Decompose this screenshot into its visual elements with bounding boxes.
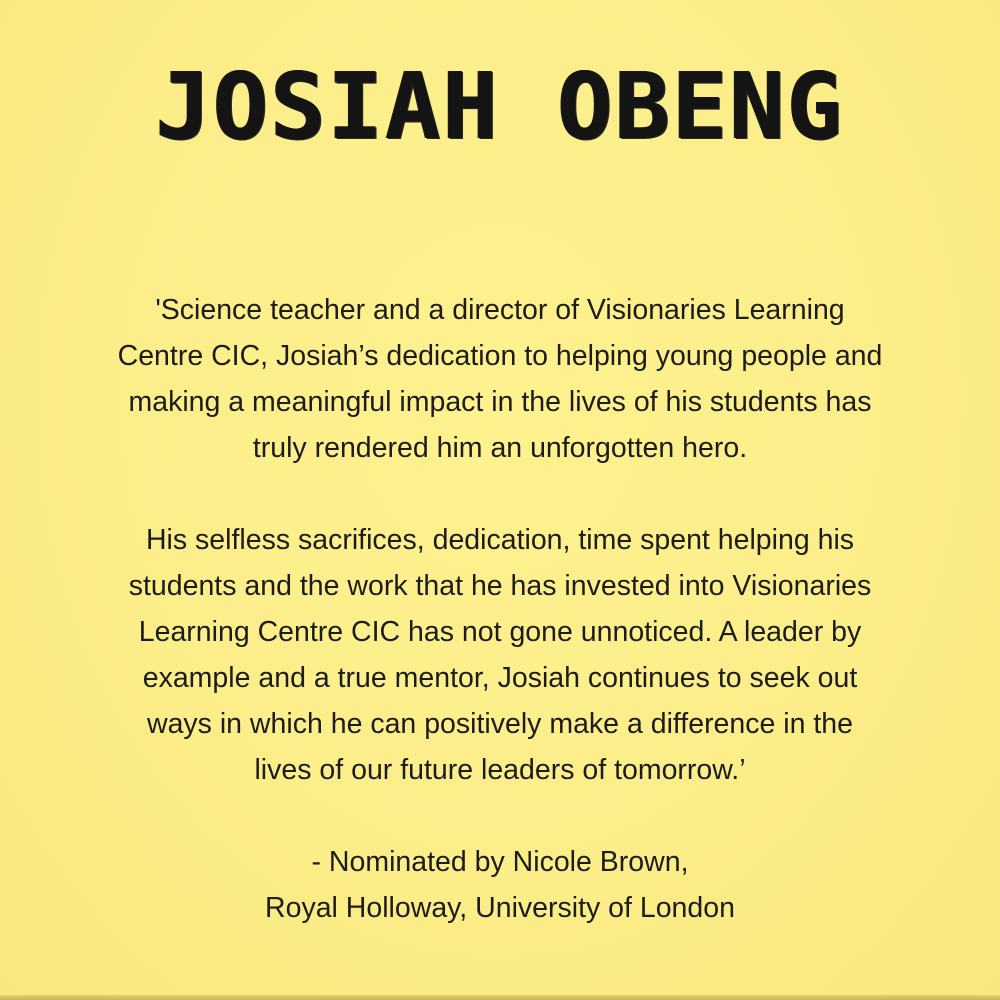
quote-paragraph-1 <box>40 287 960 471</box>
affiliation-line: Royal Holloway, University of London <box>265 892 735 924</box>
bottom-border <box>0 995 1000 1000</box>
quote-line: ways in which he can positively make a difference in the <box>146 708 853 740</box>
nominator-line: - Nominated by Nicole Brown, <box>311 846 689 878</box>
quote-line: 'Science teacher and a director of Visionaries Learning <box>155 294 845 326</box>
nomination-text <box>40 287 960 931</box>
quote-line: students and the work that he has invested into Visionaries <box>128 570 872 602</box>
quote-line: example and a true mentor, Josiah continues to seek out <box>142 662 858 694</box>
quote-line: truly rendered him an unforgotten hero. <box>252 432 748 464</box>
quote-line: lives of our future leaders of tomorrow.’ <box>254 754 746 786</box>
attribution <box>40 839 960 931</box>
quote-line: His selfless sacrifices, dedication, time spent helping his <box>145 524 855 556</box>
quote-line: Learning Centre CIC has not gone unnoticed. A leader by <box>138 616 862 648</box>
quote-line: Centre CIC, Josiah’s dedication to helping young people and <box>117 340 883 372</box>
quote-line: making a meaningful impact in the lives of his students has <box>128 386 872 418</box>
nominee-name: JOSIAH OBENG <box>155 53 845 160</box>
quote-paragraph-2 <box>40 517 960 793</box>
